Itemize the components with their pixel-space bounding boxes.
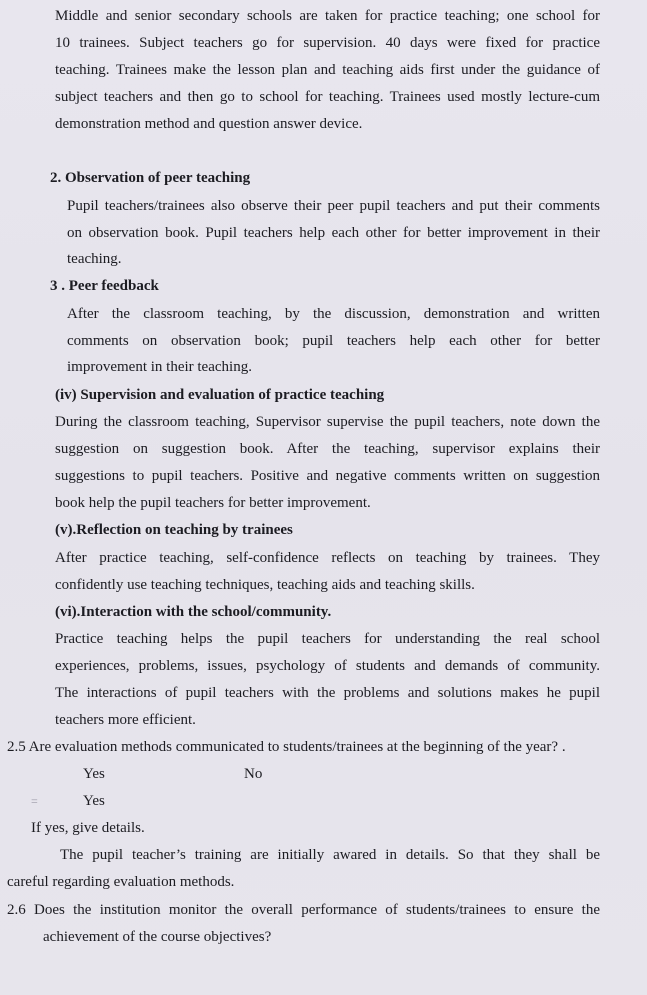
section-line: After the classroom teaching, by the discussion, demonstration and written [67, 306, 600, 322]
section-line: During the classroom teaching, Supervisor supervise the pupil teachers, note down the [55, 414, 600, 430]
option-no: No [244, 766, 263, 782]
section-heading: (iv) Supervision and evaluation of practice teaching [55, 387, 385, 403]
answer-value: Yes [83, 793, 105, 809]
section-line: suggestions to pupil teachers. Positive and negative comments written on suggestion [55, 468, 600, 484]
section-line: Practice teaching helps the pupil teachers for understanding the real school [55, 631, 600, 647]
option-yes: Yes [83, 766, 105, 782]
question-2-5: 2.5 Are evaluation methods communicated to students/trainees at the beginning of the year? . [7, 739, 566, 755]
section-line: comments on observation book; pupil teachers help each other for better [67, 333, 600, 349]
section-line: confidently use teaching techniques, teaching aids and teaching skills. [55, 577, 475, 593]
section-line: teachers more efficient. [55, 712, 196, 728]
section-line: book help the pupil teachers for better improvement. [55, 495, 371, 511]
section-heading: (v).Reflection on teaching by trainees [55, 522, 293, 538]
section-heading: (vi).Interaction with the school/community. [55, 604, 332, 620]
section-heading: 3 . Peer feedback [50, 278, 159, 294]
section-line: improvement in their teaching. [67, 359, 252, 375]
details-line: The pupil teacher’s training are initially awared in details. So that they shall be [60, 847, 600, 863]
intro-line: Middle and senior secondary schools are taken for practice teaching; one school for [55, 8, 600, 24]
section-line: experiences, problems, issues, psychology of students and demands of community. [55, 658, 600, 674]
section-line: The interactions of pupil teachers with the problems and solutions makes he pupil [55, 685, 600, 701]
answer-marker: = [31, 794, 38, 808]
intro-line: demonstration method and question answer device. [55, 116, 363, 132]
intro-line: teaching. Trainees make the lesson plan and teaching aids first under the guidance of [55, 62, 600, 78]
section-line: suggestion on suggestion book. After the teaching, supervisor explains their [55, 441, 600, 457]
section-line: Pupil teachers/trainees also observe their peer pupil teachers and put their comments [67, 198, 600, 214]
details-prompt: If yes, give details. [31, 820, 145, 836]
section-line: on observation book. Pupil teachers help each other for better improvement in their [67, 225, 600, 241]
question-2-6-continued: achievement of the course objectives? [43, 929, 272, 945]
intro-line: 10 trainees. Subject teachers go for supervision. 40 days were fixed for practice [55, 35, 600, 51]
section-line: teaching. [67, 251, 122, 267]
section-line: After practice teaching, self-confidence reflects on teaching by trainees. They [55, 550, 600, 566]
section-heading: 2. Observation of peer teaching [50, 170, 251, 186]
details-line: careful regarding evaluation methods. [7, 874, 235, 890]
question-2-6: 2.6 Does the institution monitor the overall performance of students/trainees to ensure the [7, 902, 600, 918]
intro-line: subject teachers and then go to school for teaching. Trainees used mostly lecture-cum [55, 89, 600, 105]
